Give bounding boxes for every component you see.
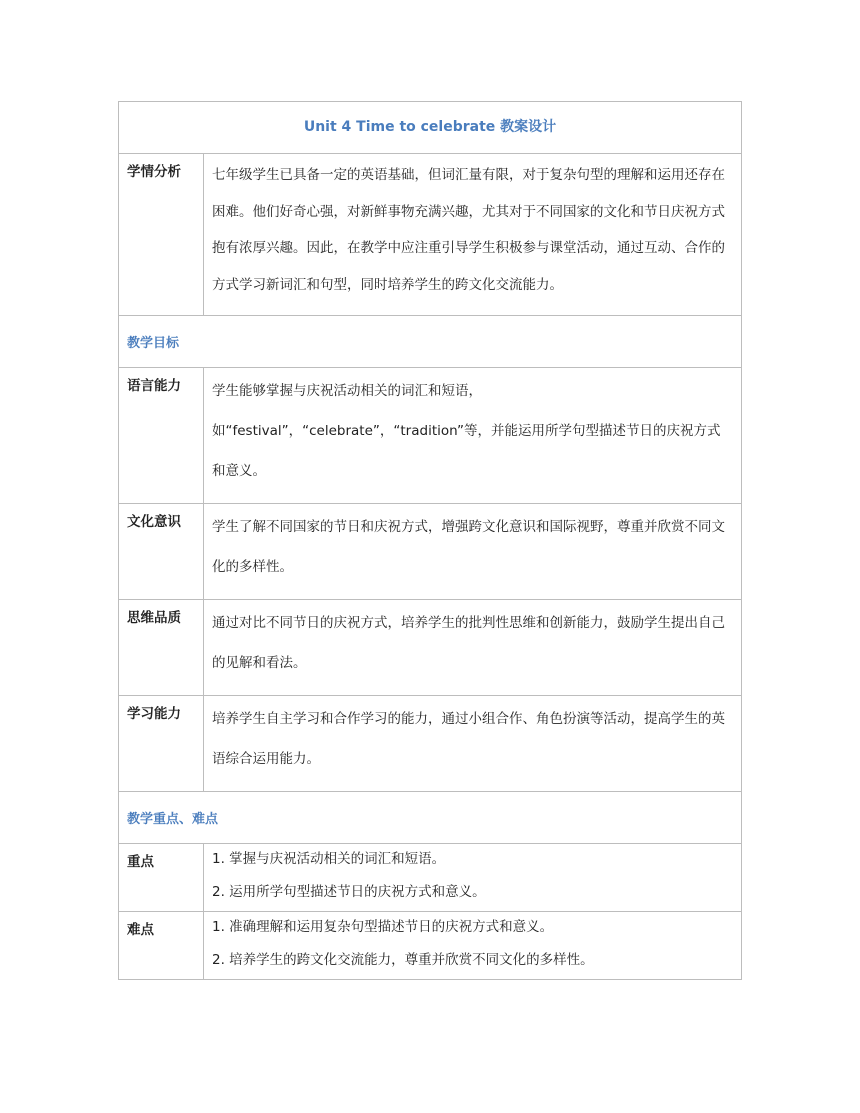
title-row — [119, 102, 742, 154]
objectives-heading: 教学目标 — [127, 336, 180, 351]
learner-analysis-row — [119, 154, 742, 316]
learner-analysis-label: 学情分析 — [119, 154, 204, 316]
focus-heading-cell — [119, 792, 742, 844]
objective-row-learning — [119, 696, 742, 792]
objective-cell — [204, 696, 742, 792]
objective-cell — [204, 368, 742, 504]
list-item: 1. 准确理解和运用复杂句型描述节日的庆祝方式和意义。 — [212, 919, 554, 935]
objectives-heading-row — [119, 316, 742, 368]
learner-analysis-text: 七年级学生已具备一定的英语基础，但词汇量有限，对于复杂句型的理解和运用还存在困难。他们好奇心强，对新鲜事物充满兴趣，尤其对于不同国家的文化和节日庆祝方式抱有浓厚兴趣。因此，在教学中应注重引导学生积极参与课堂活动，通过互动、合作的方式学习新词汇和句型，同时培养学生的跨文化交流能力。 — [212, 167, 725, 293]
list-item: 2. 运用所学句型描述节日的庆祝方式和意义。 — [212, 884, 486, 900]
list-item: 2. 培养学生的跨文化交流能力，尊重并欣赏不同文化的多样性。 — [212, 952, 594, 968]
difficulties-row — [119, 912, 742, 980]
objective-label: 学习能力 — [119, 696, 204, 792]
list-item: 1. 掌握与庆祝活动相关的词汇和短语。 — [212, 851, 446, 867]
objective-text: 通过对比不同节日的庆祝方式，培养学生的批判性思维和创新能力，鼓励学生提出自己的见解和看法。 — [212, 615, 725, 671]
document-title: Unit 4 Time to celebrate 教案设计 — [303, 119, 557, 135]
key-points-cell — [204, 844, 742, 912]
objective-text: 学生了解不同国家的节日和庆祝方式，增强跨文化意识和国际视野，尊重并欣赏不同文化的多样性。 — [212, 519, 725, 575]
focus-heading: 教学重点、难点 — [127, 812, 219, 827]
objective-cell — [204, 600, 742, 696]
objective-text: 培养学生自主学习和合作学习的能力，通过小组合作、角色扮演等活动，提高学生的英语综合运用能力。 — [212, 711, 725, 767]
title-cell — [119, 102, 742, 154]
objectives-heading-cell — [119, 316, 742, 368]
objective-row-language — [119, 368, 742, 504]
objective-text: 学生能够掌握与庆祝活动相关的词汇和短语，如“festival”，“celebrate”，“tradition”等，并能运用所学句型描述节日的庆祝方式和意义。 — [212, 383, 721, 479]
objective-row-thinking — [119, 600, 742, 696]
objective-label: 文化意识 — [119, 504, 204, 600]
key-points-label: 重点 — [119, 844, 204, 912]
objective-cell — [204, 504, 742, 600]
objective-row-culture — [119, 504, 742, 600]
difficulties-label: 难点 — [119, 912, 204, 980]
key-points-row — [119, 844, 742, 912]
objective-label: 语言能力 — [119, 368, 204, 504]
objective-label: 思维品质 — [119, 600, 204, 696]
focus-heading-row — [119, 792, 742, 844]
difficulties-cell — [204, 912, 742, 980]
lesson-plan-table — [118, 101, 742, 980]
learner-analysis-cell — [204, 154, 742, 316]
